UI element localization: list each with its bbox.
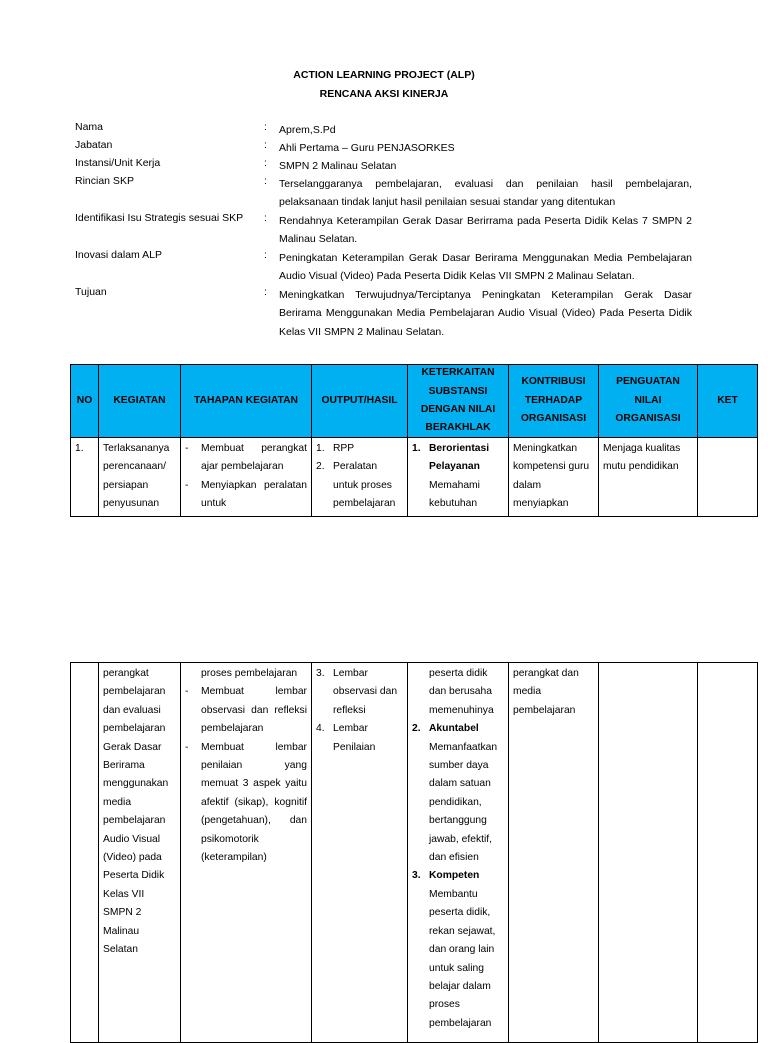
header-keterkaitan-text: KETERKAITAN SUBSTANSI DENGAN NILAI BERAKHLAK xyxy=(420,367,496,434)
value-text: Memahami kebutuhan xyxy=(429,479,480,510)
action-plan-table xyxy=(70,364,758,517)
numbered-item: 4. Lembar Penilaian xyxy=(316,723,376,753)
info-label: Jabatan xyxy=(75,139,113,151)
info-value: Terselanggaranya pembelajaran, evaluasi dan penilaian hasil pembelajaran, pelaksanaan tindak lanjut hasil penilaian sesuai standar yang ditentukan xyxy=(279,178,692,209)
numbered-item: 3. Kompeten Membantu peserta didik, rekan sejawat, dan orang lain untuk saling belajar dalam proses pembelajaran xyxy=(412,870,496,1029)
cell-ket xyxy=(698,438,758,517)
header-penguatan: PENGUATAN NILAI ORGANISASI xyxy=(599,365,698,438)
value-title: Akuntabel xyxy=(429,723,479,735)
info-label: Identifikasi Isu Strategis sesuai SKP xyxy=(75,212,244,224)
info-colon: : xyxy=(264,121,267,133)
info-colon: : xyxy=(264,157,267,169)
numbered-item: 1. RPP xyxy=(316,443,355,454)
table-header-row xyxy=(71,365,758,438)
numbered-item: 1. Berorientasi Pelayanan Memahami kebutuhan xyxy=(412,443,490,510)
header-tahapan: TAHAPAN KEGIATAN xyxy=(181,365,312,438)
info-value: SMPN 2 Malinau Selatan xyxy=(279,160,397,172)
header-ket: KET xyxy=(698,365,758,438)
info-value: Ahli Pertama – Guru PENJASORKES xyxy=(279,142,455,154)
info-colon: : xyxy=(264,249,267,261)
info-label: Tujuan xyxy=(75,286,107,298)
numbered-item: 2. Akuntabel Memanfaatkan sumber daya dalam satuan pendidikan, bertanggung jawab, efektif, dan efisien xyxy=(412,723,498,864)
info-value: Meningkatkan Terwujudnya/Terciptanya Peningkatan Keterampilan Gerak Dasar Berirama Menggunakan Media Pembelajaran Audio Visual (Video) Pada Peserta Didik Kelas VII SMPN 2 Malinau Selatan. xyxy=(279,289,692,338)
cell-penguatan xyxy=(599,663,698,1043)
header-output: OUTPUT/HASIL xyxy=(312,365,408,438)
table-row xyxy=(71,663,758,1043)
info-label: Nama xyxy=(75,121,104,133)
header-no: NO xyxy=(71,365,99,438)
header-kontribusi: KONTRIBUSI TERHADAP ORGANISASI xyxy=(509,365,599,438)
cell-kegiatan: perangkat pembelajaran dan evaluasi pembelajaran Gerak Dasar Berirama menggunakan media pembelajaran Audio Visual (Video) pada Peserta Didik Kelas VII SMPN 2 Malinau Selatan xyxy=(99,663,181,1043)
info-colon: : xyxy=(264,139,267,151)
header-keterkaitan xyxy=(408,365,509,438)
cell-tahapan xyxy=(181,663,312,1043)
cell-penguatan: Menjaga kualitas mutu pendidikan xyxy=(599,438,698,517)
value-title: Kompeten xyxy=(429,870,480,882)
table-row xyxy=(71,438,758,517)
cell-no xyxy=(71,663,99,1043)
bullet-item: - Membuat lembar penilaian yang memuat 3 aspek yaitu afektif (sikap), kognitif (pengetahuan), dan psikomotorik (keterampilan) xyxy=(185,741,307,864)
cell-tahapan xyxy=(181,438,312,517)
bullet-item: - Menyiapkan peralatan untuk xyxy=(185,479,307,510)
info-value: Aprem,S.Pd xyxy=(279,124,336,136)
header-kegiatan: KEGIATAN xyxy=(99,365,181,438)
cell-no: 1. xyxy=(71,438,99,517)
document-title: ACTION LEARNING PROJECT (ALP) xyxy=(293,69,475,81)
numbered-item: 2. Peralatan untuk proses pembelajaran xyxy=(316,461,396,510)
cell-output xyxy=(312,663,408,1043)
bullet-item: proses pembelajaran xyxy=(201,668,298,679)
action-plan-table-continued xyxy=(70,662,758,1043)
info-label: Instansi/Unit Kerja xyxy=(75,157,161,169)
cell-kegiatan: Terlaksananya perencanaan/ persiapan penyusunan xyxy=(99,438,181,517)
value-text: Membantu peserta didik, rekan sejawat, dan orang lain untuk saling belajar dalam proses pembelajaran xyxy=(429,888,496,1029)
value-text: peserta didik dan berusaha memenuhinya xyxy=(429,668,494,716)
info-label: Inovasi dalam ALP xyxy=(75,249,162,261)
cell-output xyxy=(312,438,408,517)
info-value: Peningkatan Keterampilan Gerak Dasar Berirama Menggunakan Media Pembelajaran Audio Visual (Video) Pada Peserta Didik Kelas VII SMPN 2 Malinau Selatan. xyxy=(279,252,692,283)
info-colon: : xyxy=(264,212,267,224)
info-colon: : xyxy=(264,286,267,298)
numbered-item: 3. Lembar observasi dan refleksi xyxy=(316,668,398,716)
document-subtitle: RENCANA AKSI KINERJA xyxy=(319,88,449,100)
value-text: Memanfaatkan sumber daya dalam satuan pendidikan, bertanggung jawab, efektif, dan efisien xyxy=(429,741,498,864)
cell-kontribusi: Meningkatkan kompetensi guru dalam menyiapkan xyxy=(509,438,599,517)
info-colon: : xyxy=(264,175,267,187)
info-value: Rendahnya Keterampilan Gerak Dasar Berirrama pada Peserta Didik Kelas 7 SMPN 2 Malinau Selatan. xyxy=(279,215,692,246)
value-title: Berorientasi Pelayanan xyxy=(429,443,490,473)
cell-keterkaitan xyxy=(408,438,509,517)
numbered-item xyxy=(412,665,504,720)
bullet-item: - Membuat perangkat ajar pembelajaran xyxy=(185,443,307,473)
bullet-item: - Membuat lembar observasi dan refleksi pembelajaran xyxy=(185,686,307,735)
cell-ket xyxy=(698,663,758,1043)
cell-kontribusi: perangkat dan media pembelajaran xyxy=(509,663,599,1043)
cell-keterkaitan xyxy=(408,663,509,1043)
info-label: Rincian SKP xyxy=(75,175,134,187)
